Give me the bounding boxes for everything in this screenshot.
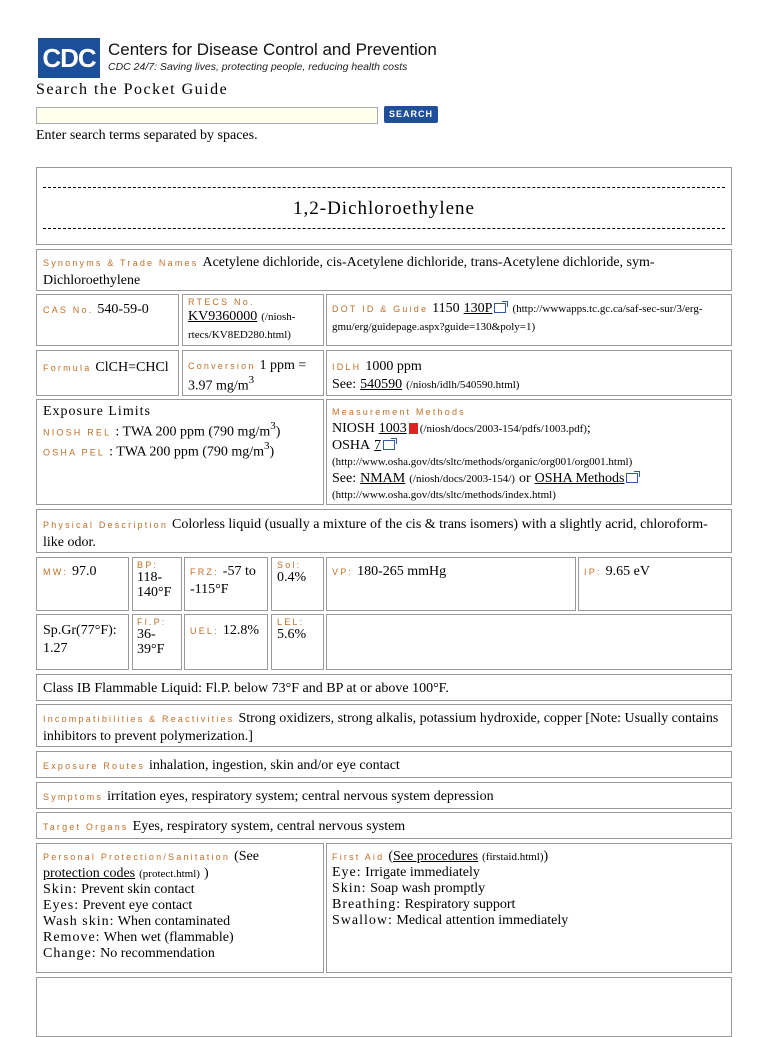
conversion-value: 1 ppm = 3.97 mg/m bbox=[188, 358, 307, 394]
rtecs-link[interactable]: KV9360000 bbox=[188, 309, 258, 324]
lel-label: LEL: bbox=[277, 617, 305, 627]
flp-label: Fl.P: bbox=[137, 617, 167, 627]
bp-cell bbox=[132, 557, 182, 611]
pdf-icon bbox=[409, 423, 418, 434]
first-aid-procedures-link[interactable]: See procedures bbox=[392, 849, 479, 864]
conversion-sup: 3 bbox=[248, 374, 255, 386]
synonyms-section bbox=[36, 249, 732, 291]
symptoms-label: Symptoms bbox=[43, 792, 104, 802]
idlh-see: See: bbox=[332, 377, 357, 392]
physdesc-label: Physical Description bbox=[43, 520, 169, 530]
list-item: Eyes: Prevent eye contact bbox=[43, 898, 193, 913]
dot-guide-link[interactable]: 130P bbox=[463, 301, 493, 316]
symptoms-section bbox=[36, 782, 732, 809]
idlh-label: IDLH bbox=[332, 362, 362, 372]
niosh-rel-value: : TWA 200 ppm (790 mg/m bbox=[115, 424, 271, 440]
measurement-label: Measurement Methods bbox=[332, 407, 466, 417]
idlh-link[interactable]: 540590 bbox=[360, 377, 403, 392]
ip-value: 9.65 eV bbox=[605, 564, 650, 579]
target-label: Target Organs bbox=[43, 822, 129, 832]
routes-label: Exposure Routes bbox=[43, 761, 146, 771]
osha-pel-label: OSHA PEL bbox=[43, 447, 106, 458]
title-box bbox=[36, 167, 732, 245]
flammable-class-section bbox=[36, 674, 732, 701]
idlh-cell bbox=[326, 350, 732, 396]
idlh-value: 1000 ppm bbox=[365, 359, 422, 374]
idlh-url: (/niosh/idlh/540590.html) bbox=[406, 379, 520, 391]
conversion-label: Conversion bbox=[188, 361, 256, 371]
frz-value: -57 to -115°F bbox=[190, 564, 256, 597]
osha-pel-value: : TWA 200 ppm (790 mg/m bbox=[109, 444, 265, 460]
rtecs-label: RTECS No. bbox=[188, 297, 255, 307]
niosh-method-prefix: NIOSH bbox=[332, 421, 375, 436]
symptoms-value: irritation eyes, respiratory system; central nervous system depression bbox=[107, 789, 494, 804]
dot-cell bbox=[326, 294, 732, 346]
first-aid-list bbox=[332, 865, 726, 929]
frz-cell bbox=[184, 557, 268, 611]
cdc-logo-text: CDC bbox=[42, 43, 96, 73]
cas-cell bbox=[36, 294, 179, 346]
sol-label: Sol: bbox=[277, 560, 302, 570]
protection-codes-url: (protect.html) bbox=[139, 868, 200, 880]
ppe-cell: Personal Protection/Sanitation (See protection codes (protect.html) ) Skin: Prevent skin contact Eyes: Prevent eye contact Wash skin: When contaminated Remove: When wet (flammable) Change: No recommendation bbox=[36, 843, 324, 973]
conversion-cell bbox=[182, 350, 324, 396]
frz-label: FRZ: bbox=[190, 567, 219, 577]
external-link-icon bbox=[626, 473, 638, 483]
list-item: Breathing: Respiratory support bbox=[332, 897, 516, 912]
search-button[interactable]: SEARCH bbox=[384, 106, 438, 123]
empty-cell bbox=[326, 614, 732, 670]
formula-cell bbox=[36, 350, 179, 396]
synonyms-value: Acetylene dichloride, cis-Acetylene dichloride, trans-Acetylene dichloride, sym-Dichloroethylene bbox=[43, 255, 655, 288]
spgr-value: Sp.Gr(77°F): 1.27 bbox=[43, 623, 117, 656]
divider-bottom bbox=[43, 228, 725, 229]
osha-7-url: (http://www.osha.gov/dts/sltc/methods/organic/org001/org001.html) bbox=[332, 456, 633, 468]
nmam-url: (/niosh/docs/2003-154/) bbox=[409, 473, 515, 485]
protection-codes-link[interactable]: protection codes bbox=[43, 866, 136, 881]
lel-cell bbox=[271, 614, 324, 670]
sol-value: 0.4% bbox=[277, 570, 307, 585]
list-item: Skin: Soap wash promptly bbox=[332, 881, 486, 896]
ip-label: IP: bbox=[584, 567, 602, 577]
search-input[interactable] bbox=[36, 107, 378, 124]
list-item: Skin: Prevent skin contact bbox=[43, 882, 195, 897]
incompat-label: Incompatibilities & Reactivities bbox=[43, 714, 235, 724]
bp-value: 118-140°F bbox=[137, 570, 172, 600]
list-item: Eye: Irrigate immediately bbox=[332, 865, 480, 880]
lel-value: 5.6% bbox=[277, 627, 307, 642]
exposure-routes-section bbox=[36, 751, 732, 778]
flammable-class-value: Class IB Flammable Liquid: Fl.P. below 73°F and BP at or above 100°F. bbox=[43, 681, 449, 696]
exposure-limits-cell: Exposure Limits NIOSH REL : TWA 200 ppm (790 $mg/m^3$) OSHA PEL : TWA 200 ppm (790 $mg/m^3$) bbox=[36, 399, 324, 505]
exposure-title: Exposure Limits bbox=[43, 404, 151, 419]
first-aid-cell: First Aid (See procedures (firstaid.html)) Eye: Irrigate immediately Skin: Soap wash promptly Breathing: Respiratory support Swallow: Medical attention immediately bbox=[326, 843, 732, 973]
rtecs-cell bbox=[182, 294, 324, 346]
osha-method-prefix: OSHA bbox=[332, 438, 371, 453]
list-item: Change: No recommendation bbox=[43, 946, 215, 961]
first-aid-url: (firstaid.html) bbox=[482, 851, 544, 863]
bp-label: BP: bbox=[137, 560, 159, 570]
ip-cell bbox=[578, 557, 732, 611]
cdc-logo[interactable] bbox=[38, 38, 100, 78]
synonyms-label: Synonyms & Trade Names bbox=[43, 258, 199, 268]
flp-cell bbox=[132, 614, 182, 670]
mw-label: MW: bbox=[43, 567, 68, 577]
vp-cell bbox=[326, 557, 576, 611]
osha-methods-url: (http://www.osha.gov/dts/sltc/methods/index.html) bbox=[332, 489, 556, 501]
osha-methods-link[interactable]: OSHA Methods bbox=[534, 471, 625, 486]
vp-label: VP: bbox=[332, 567, 354, 577]
external-link-icon bbox=[494, 303, 506, 313]
flp-value: 36-39°F bbox=[137, 627, 165, 657]
tagline: CDC 24/7: Saving lives, protecting people, reducing health costs bbox=[108, 61, 408, 73]
ppe-list bbox=[43, 882, 317, 962]
ppe-label: Personal Protection/Sanitation bbox=[43, 852, 231, 862]
target-organs-section bbox=[36, 812, 732, 839]
formula-label: Formula bbox=[43, 363, 92, 373]
rtecs-url: (/niosh-rtecs/KV8ED280.html) bbox=[188, 311, 296, 341]
vp-value: 180-265 mmHg bbox=[357, 564, 447, 579]
mw-value: 97.0 bbox=[71, 564, 97, 579]
sol-cell bbox=[271, 557, 324, 611]
incompatibilities-section bbox=[36, 704, 732, 747]
next-section-box bbox=[36, 977, 732, 1037]
chemical-name: 1,2-Dichloroethylene bbox=[293, 198, 475, 219]
physical-description-section bbox=[36, 509, 732, 553]
target-value: Eyes, respiratory system, central nervous system bbox=[132, 819, 406, 834]
nmam-link[interactable]: NMAM bbox=[360, 471, 406, 486]
dot-url: (http://wwwapps.tc.gc.ca/saf-sec-sur/3/erg-gmu/erg/guidepage.aspx?guide=130&poly=1) bbox=[332, 303, 703, 333]
osha-7-link[interactable]: 7 bbox=[374, 438, 382, 453]
list-item: Remove: When wet (flammable) bbox=[43, 930, 234, 945]
divider-top bbox=[43, 187, 725, 188]
search-hint: Enter search terms separated by spaces. bbox=[36, 128, 258, 143]
physdesc-value: Colorless liquid (usually a mixture of the cis & trans isomers) with a slightly acrid, chloroform-like odor. bbox=[43, 517, 708, 550]
uel-value: 12.8% bbox=[222, 623, 259, 638]
formula-value: ClCH=CHCl bbox=[95, 360, 169, 375]
routes-value: inhalation, ingestion, skin and/or eye contact bbox=[149, 758, 400, 773]
firstaid-label: First Aid bbox=[332, 852, 385, 862]
list-item: Swallow: Medical attention immediately bbox=[332, 913, 569, 928]
measurement-cell: Measurement Methods NIOSH 1003 (/niosh/docs/2003-154/pdfs/1003.pdf); OSHA 7 (http://www.osha.gov/dts/sltc/methods/organic/org001/org001.html) See: NMAM (/niosh/docs/2003-154/) or OSHA Methods (http://www.osha.gov/dts/sltc/methods/index.html) bbox=[326, 399, 732, 505]
niosh-rel-label: NIOSH REL bbox=[43, 427, 112, 438]
cas-label: CAS No. bbox=[43, 305, 94, 315]
spgr-cell bbox=[36, 614, 129, 670]
cas-value: 540-59-0 bbox=[97, 302, 149, 317]
dot-label: DOT ID & Guide bbox=[332, 304, 429, 314]
org-name: Centers for Disease Control and Prevention bbox=[108, 40, 437, 59]
uel-cell bbox=[184, 614, 268, 670]
external-link-icon bbox=[383, 440, 395, 450]
search-title: Search the Pocket Guide bbox=[36, 81, 229, 98]
uel-label: UEL: bbox=[190, 626, 219, 636]
mw-cell bbox=[36, 557, 129, 611]
list-item: Wash skin: When contaminated bbox=[43, 914, 231, 929]
incompat-value: Strong oxidizers, strong alkalis, potassium hydroxide, copper [Note: Usually contains inhibitors to prevent polymerization.] bbox=[43, 711, 719, 744]
niosh-1003-url: (/niosh/docs/2003-154/pdfs/1003.pdf) bbox=[419, 423, 587, 435]
niosh-1003-link[interactable]: 1003 bbox=[378, 421, 407, 436]
dot-id: 1150 bbox=[432, 301, 460, 316]
